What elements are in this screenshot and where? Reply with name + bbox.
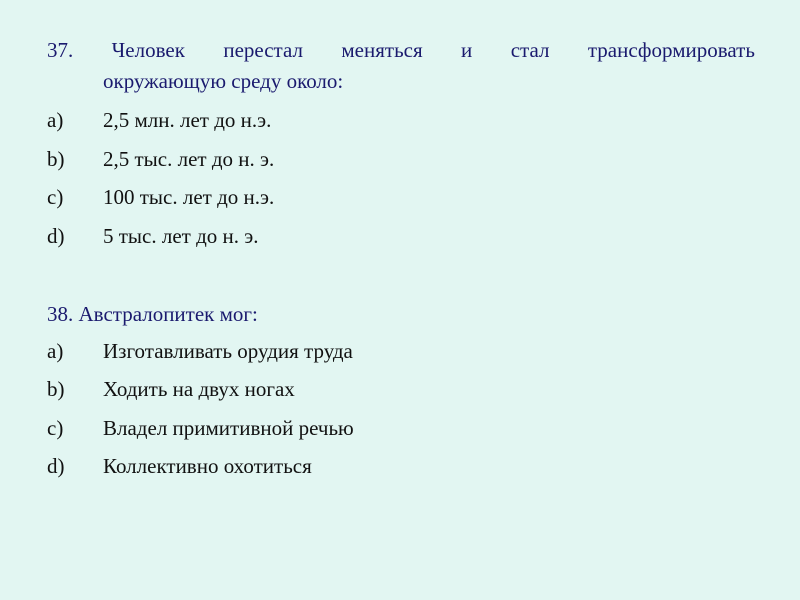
option-letter: b) xyxy=(47,377,65,401)
question-38-title: 38. Австралопитек мог: xyxy=(47,302,258,326)
question-37-number: 37. xyxy=(47,38,74,62)
option-text: Ходить на двух ногах xyxy=(103,377,295,401)
option-letter: c) xyxy=(47,416,64,440)
option-text: 2,5 тыс. лет до н. э. xyxy=(103,147,275,171)
option-text: 100 тыс. лет до н.э. xyxy=(103,185,275,209)
option-letter: d) xyxy=(47,454,65,478)
question-37-word: Человек xyxy=(111,38,185,62)
option-letter: a) xyxy=(47,108,64,132)
question-37-word: меняться xyxy=(341,38,423,62)
option-letter: b) xyxy=(47,147,65,171)
question-37-word: и xyxy=(461,38,473,62)
option-letter: d) xyxy=(47,224,65,248)
question-37-word: перестал xyxy=(223,38,303,62)
option-letter: a) xyxy=(47,339,64,363)
option-text: Изготавливать орудия труда xyxy=(103,339,353,363)
option-letter: c) xyxy=(47,185,64,209)
question-37-line-1 xyxy=(47,36,755,64)
option-text: Коллективно охотиться xyxy=(103,454,312,478)
question-37-word: стал xyxy=(510,38,550,62)
option-text: 2,5 млн. лет до н.э. xyxy=(103,108,272,132)
question-37-line-2: окружающую среду около: xyxy=(103,69,344,93)
option-text: Владел примитивной речью xyxy=(103,416,354,440)
option-text: 5 тыс. лет до н. э. xyxy=(103,224,259,248)
question-37-word: трансформировать xyxy=(587,38,755,62)
